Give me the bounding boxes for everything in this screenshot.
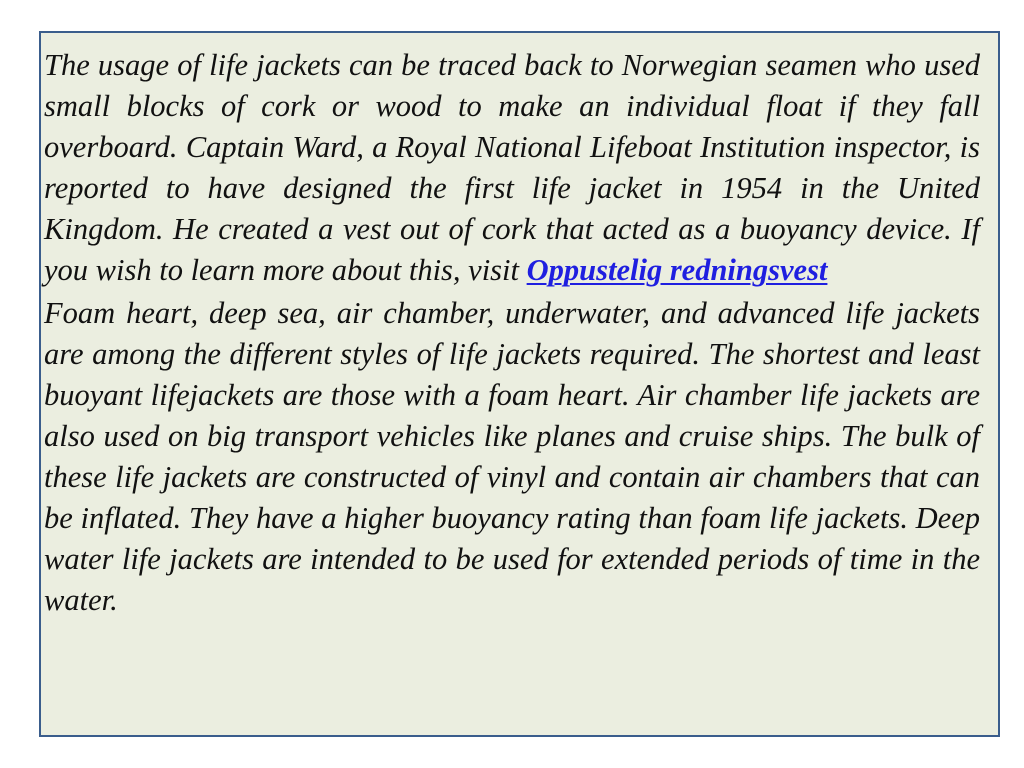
- paragraph-history-text: The usage of life jackets can be traced back to Norwegian seamen who used small blocks of cork or wood to make an individual float if they fall overboard. Captain Ward, a Royal National Lifeboat Institution inspector, is reported to have designed the first life jacket in 1954 in the United Kingdom. He created a vest out of cork that acted as a buoyancy device. If you wish to learn more about this, visit: [44, 48, 980, 287]
- paragraph-styles: [44, 293, 980, 621]
- paragraph-history: [44, 45, 980, 291]
- paragraph-styles-text: Foam heart, deep sea, air chamber, underwater, and advanced life jackets are among the different styles of life jackets required. The shortest and least buoyant lifejackets are those with a foam heart. Air chamber life jackets are also used on big transport vehicles like planes and cruise ships. The bulk of these life jackets are constructed of vinyl and contain air chambers that can be inflated. They have a higher buoyancy rating than foam life jackets. Deep water life jackets are intended to be used for extended periods of time in the water.: [44, 296, 980, 617]
- oppustelig-redningsvest-link[interactable]: Oppustelig redningsvest: [526, 253, 828, 287]
- text-box: [39, 31, 1000, 737]
